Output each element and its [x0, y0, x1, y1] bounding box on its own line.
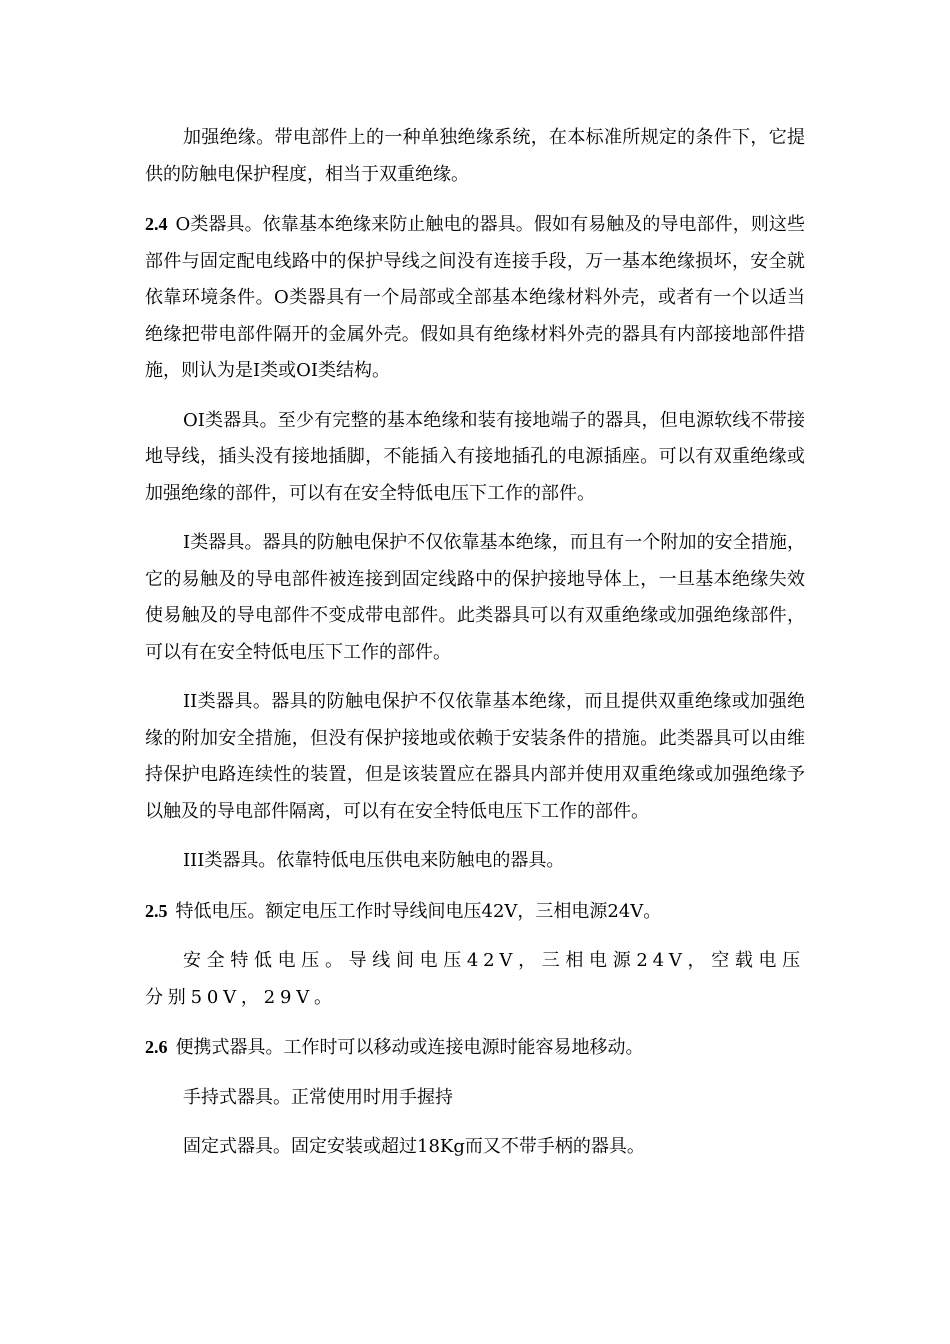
paragraph-2-6-portable-appliance: [145, 1029, 805, 1067]
paragraph-text: O类器具。依靠基本绝缘来防止触电的器具。假如有易触及的导电部件，则这些部件与固定配电线路中的保护导线之间没有连接手段，万一基本绝缘损坏，安全就依靠环境条件。O类器具有一个局部或全部基本绝缘材料外壳，或者有一个以适当绝缘把带电部件隔开的金属外壳。假如具有绝缘材料外壳的器具有内部接地部件措施，则认为是I类或OI类结构。: [145, 214, 805, 381]
paragraph-text: III类器具。依靠特低电压供电来防触电的器具。: [183, 850, 565, 871]
section-number: 2.5: [145, 900, 168, 921]
paragraph-reinforced-insulation: [145, 120, 805, 193]
paragraph-class-ii-appliance: [145, 684, 805, 830]
paragraph-text: OI类器具。至少有完整的基本绝缘和装有接地端子的器具，但电源软线不带接地导线，插头没有接地插脚，不能插入有接地插孔的电源插座。可以有双重绝缘或加强绝缘的部件，可以有在安全特低电压下工作的部件。: [145, 409, 805, 504]
paragraph-text: 固定式器具。固定安装或超过18Kg而又不带手柄的器具。: [183, 1136, 645, 1157]
paragraph-2-5-extra-low-voltage: [145, 893, 805, 931]
paragraph-class-iii-appliance: [145, 843, 805, 880]
paragraph-text: 安全特低电压。导线间电压42V，三相电源24V，空载电压分别50V，29V。: [145, 950, 805, 1008]
section-number: 2.4: [145, 214, 168, 234]
paragraph-text: 加强绝缘。带电部件上的一种单独绝缘系统，在本标准所规定的条件下，它提供的防触电保护程度，相当于双重绝缘。: [145, 127, 805, 185]
paragraph-class-0i-appliance: [145, 403, 805, 513]
paragraph-safety-extra-low-voltage: [145, 943, 805, 1016]
paragraph-text: I类器具。器具的防触电保护不仅依靠基本绝缘，而且有一个附加的安全措施，它的易触及的导电部件被连接到固定线路中的保护接地导体上，一旦基本绝缘失效使易触及的导电部件不变成带电部件。此类器具可以有双重绝缘或加强绝缘部件，可以有在安全特低电压下工作的部件。: [145, 532, 805, 663]
paragraph-hand-held-appliance: [145, 1080, 805, 1117]
paragraph-text: II类器具。器具的防触电保护不仅依靠基本绝缘，而且提供双重绝缘或加强绝缘的附加安全措施，但没有保护接地或依赖于安装条件的措施。此类器具可以由维持保护电路连续性的装置，但是该装置应在器具内部并使用双重绝缘或加强绝缘予以触及的导电部件隔离，可以有在安全特低电压下工作的部件。: [145, 691, 805, 822]
paragraph-class-i-appliance: [145, 525, 805, 671]
paragraph-stationary-appliance: [145, 1129, 805, 1166]
paragraph-2-4-class-0-appliance: [145, 206, 805, 390]
section-number: 2.6: [145, 1037, 168, 1057]
document-body: [145, 120, 805, 1179]
paragraph-text: 手持式器具。正常使用时用手握持: [183, 1086, 453, 1108]
paragraph-text: 特低电压。额定电压工作时导线间电压42V，三相电源24V。: [175, 900, 662, 922]
paragraph-text: 便携式器具。工作时可以移动或连接电源时能容易地移动。: [175, 1037, 644, 1058]
